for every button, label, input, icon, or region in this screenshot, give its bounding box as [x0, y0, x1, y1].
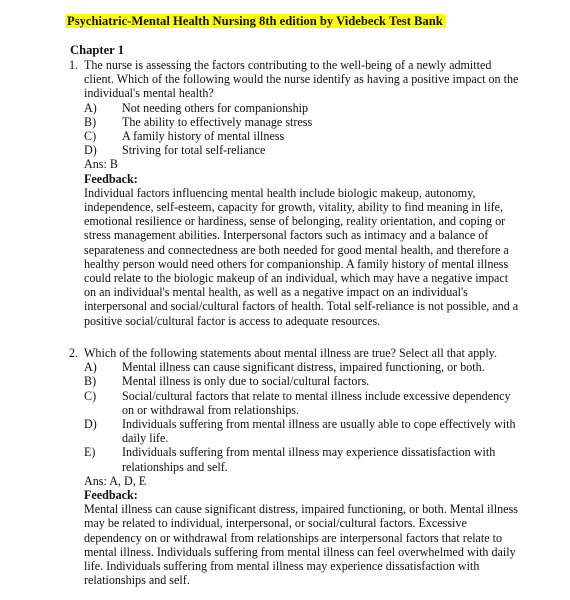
question-number: 1.	[69, 58, 79, 72]
question-text: Which of the following statements about mental illness are true? Select all that apply.	[84, 346, 497, 360]
question-number: 2.	[69, 346, 79, 360]
answer-option-c	[84, 389, 519, 417]
answer-option-b	[84, 115, 519, 129]
option-text: Social/cultural factors that relate to mental illness include excessive dependency on or withdrawal from relationships.	[122, 388, 511, 417]
option-letter: B)	[84, 374, 97, 389]
question-stem	[69, 58, 519, 101]
option-text: A family history of mental illness	[122, 129, 285, 144]
option-letter: C)	[84, 129, 97, 144]
option-letter: D)	[84, 143, 97, 158]
answer-option-a	[84, 360, 519, 374]
answer-option-b	[84, 374, 519, 388]
option-text: Mental illness is only due to social/cultural factors.	[122, 374, 370, 389]
question-text: The nurse is assessing the factors contributing to the well-being of a newly admitted client. Which of the following would the nurse identify as having a positive impact on the individual's mental health?	[84, 58, 519, 101]
answer-option-c	[84, 129, 519, 143]
option-text: Striving for total self-reliance	[122, 143, 266, 158]
feedback-label: Feedback:	[84, 488, 138, 503]
document-title: Psychiatric-Mental Health Nursing 8th edition by Videbeck Test Bank	[67, 14, 443, 28]
option-text: The ability to effectively manage stress	[122, 114, 313, 129]
feedback-label: Feedback:	[84, 171, 138, 186]
answer-option-d	[84, 417, 519, 445]
answer-key: Ans: B	[84, 157, 118, 172]
question-1	[69, 58, 519, 328]
answer-option-a	[84, 101, 519, 115]
question-2	[69, 346, 519, 587]
answer-option-d	[84, 143, 519, 157]
option-text: Individuals suffering from mental illness are usually able to cope effectively with daily life.	[122, 417, 516, 446]
option-letter: D)	[84, 417, 97, 432]
feedback-text: Individual factors influencing mental health include biologic makeup, autonomy, independence, self-esteem, capacity for growth, vitality, ability to find meaning in life, emotional resilience or hardiness, sense of belonging, reality orientation, and coping or stress management abilities. Interpersonal factors such as intimacy and a balance of separateness and connectedness are both needed for good mental health, and therefore a healthy person would need others for companionship. A family history of mental illness could relate to the biologic makeup of an individual, which may have a negative impact on an individual's mental health, as well as a negative impact on an individual's interpersonal and social/cultural factors of health. Total self-reliance is not possible, and a positive social/cultural factor is access to adequate resources.	[84, 185, 519, 328]
answer-option-e	[84, 445, 519, 473]
option-letter: B)	[84, 114, 97, 129]
option-letter: A)	[84, 360, 97, 375]
option-text: Individuals suffering from mental illness may experience dissatisfaction with relationships and self.	[122, 445, 496, 474]
option-text: Not needing others for companionship	[122, 100, 309, 115]
option-letter: C)	[84, 388, 97, 403]
question-stem	[69, 346, 519, 360]
answer-key: Ans: A, D, E	[84, 473, 147, 488]
chapter-heading: Chapter 1	[70, 43, 124, 57]
feedback-text: Mental illness can cause significant distress, impaired functioning, or both. Mental illness may be related to individual, interpersonal, or social/cultural factors. Excessive dependency on or withdrawal from relationships are interpersonal factors that relate to mental illness. Individuals suffering from mental illness can feel overwhelmed with daily life. Individuals suffering from mental illness may experience dissatisfaction with relationships and self.	[84, 502, 518, 588]
option-letter: A)	[84, 100, 97, 115]
option-letter: E)	[84, 445, 96, 460]
option-text: Mental illness can cause significant distress, impaired functioning, or both.	[122, 360, 485, 375]
